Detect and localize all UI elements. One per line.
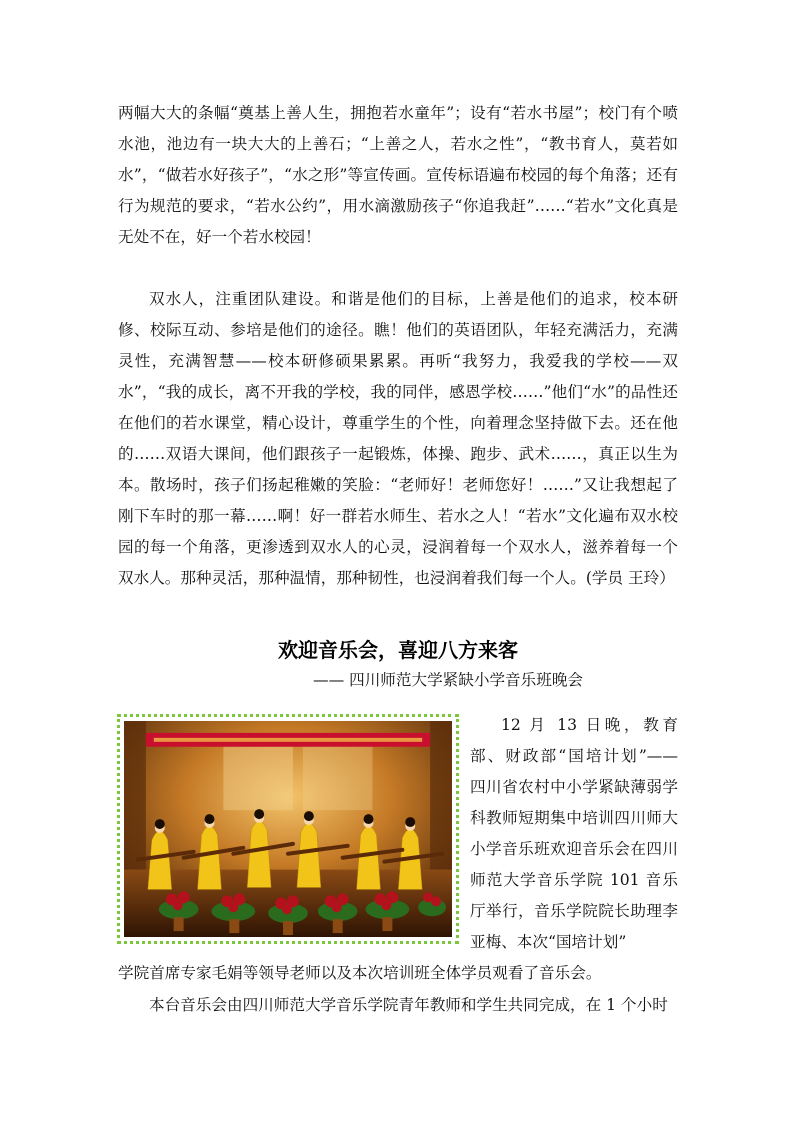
article2-paragraph-1-side: 12 月 13 日晚，教育部、财政部“国培计划”—— 四川省农村中小学紧缺薄弱学科教师短期集中培训四川师大小学音乐班欢迎音乐会在四川师范大学音乐学院 101 音乐厅举行，音乐学院院长助理李亚梅、本次“国培计划”: [470, 716, 678, 951]
article1-paragraph-2: 双水人，注重团队建设。和谐是他们的目标，上善是他们的追求，校本研修、校际互动、参培是他们的途径。瞧！他们的英语团队，年轻充满活力，充满灵性，充满智慧——校本研修硕果累累。再听“我努力，我爱我的学校——双水”，“我的成长，离不开我的学校，我的同伴，感恩学校……”他们“水”的品性还在他们的若水课堂，精心设计，尊重学生的个性，向着理念坚持做下去。还在他的……双语大课间，他们跟孩子一起锻炼，体操、跑步、武术……，真正以生为本。散场时，孩子们扬起稚嫩的笑脸：“老师好！老师您好！……”又让我想起了刚下车时的那一幕……啊！好一群若水师生、若水之人！“若水”文化遍布双水校园的每一个角落，更渗透到双水人的心灵，浸润着每一个双水人，滋养着每一个双水人。那种灵活，那种温情，那种韧性，也浸润着我们每一个人。(学员 王玲）: [118, 290, 678, 587]
guzheng-concert-photo: [124, 721, 452, 937]
article2-subtitle: —— 四川师范大学紧缺小学音乐班晚会: [312, 671, 584, 689]
article2-title: 欢迎音乐会，喜迎八方来客: [278, 638, 518, 662]
article2-paragraph-2: 本台音乐会由四川师范大学音乐学院青年教师和学生共同完成，在 1 个小时: [149, 996, 668, 1014]
article1-paragraph-1: 两幅大大的条幅“奠基上善人生，拥抱若水童年”；设有“若水书屋”；校门有个喷水池，池边有一块大大的上善石；“上善之人，若水之性”，“教书育人，莫若如水”，“做若水好孩子”，“水之形”等宣传画。宣传标语遍布校园的每个角落；还有行为规范的要求，“若水公约”，用水滴激励孩子“你追我赶”……“若水”文化真是无处不在，好一个若水校园！: [118, 104, 678, 246]
concert-photo-frame: [117, 714, 459, 944]
article2-paragraph-1-continued: 学院首席专家毛娟等领导老师以及本次培训班全体学员观看了音乐会。: [118, 964, 602, 982]
